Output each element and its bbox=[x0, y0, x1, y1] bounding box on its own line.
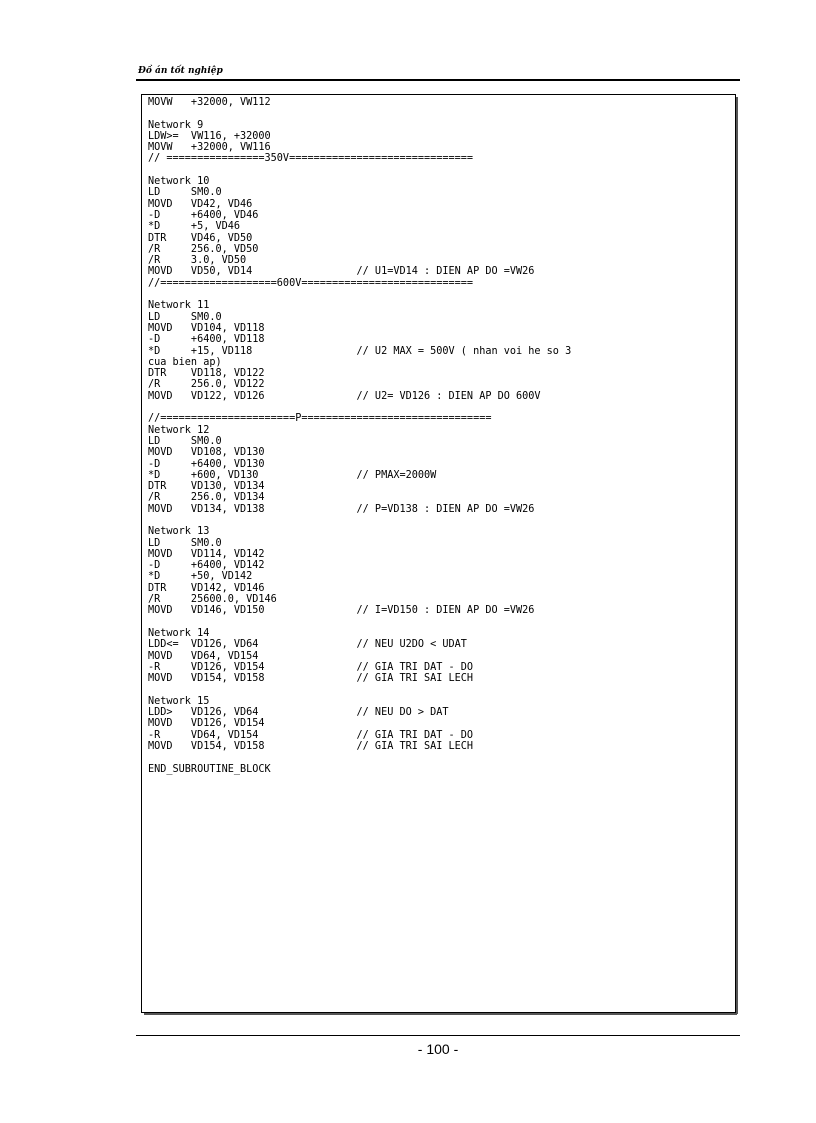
code-line: MOVD VD146, VD150 // I=VD150 : DIEN AP DO =VW26 bbox=[148, 605, 535, 617]
code-line: // ================350V============================== bbox=[148, 153, 474, 165]
code-line: MOVD VD108, VD130 bbox=[148, 447, 265, 459]
header-title: Đồ án tốt nghiệp bbox=[138, 66, 223, 76]
code-box bbox=[141, 94, 736, 1013]
code-line bbox=[148, 617, 728, 628]
code-line: MOVW +32000, VW116 bbox=[148, 142, 271, 154]
code-line: MOVD VD114, VD142 bbox=[148, 548, 265, 560]
code-line: LD SM0.0 bbox=[148, 311, 222, 323]
code-line: Network 11 bbox=[148, 300, 210, 312]
code-line bbox=[148, 515, 728, 526]
code-line: LD SM0.0 bbox=[148, 435, 222, 447]
code-line: -R VD126, VD154 // GIA TRI DAT - DO bbox=[148, 661, 474, 673]
code-line: Network 15 bbox=[148, 695, 210, 707]
code-line bbox=[148, 684, 728, 695]
code-line: //======================P=============================== bbox=[148, 413, 492, 425]
code-line: MOVD VD104, VD118 bbox=[148, 322, 265, 334]
code-line: DTR VD142, VD146 bbox=[148, 582, 265, 594]
code-line: -R VD64, VD154 // GIA TRI DAT - DO bbox=[148, 729, 474, 741]
code-line: *D +600, VD130 // PMAX=2000W bbox=[148, 469, 437, 481]
footer-rule bbox=[136, 1035, 740, 1036]
code-line: Network 13 bbox=[148, 526, 210, 538]
code-line: LDD<= VD126, VD64 // NEU U2DO < UDAT bbox=[148, 639, 467, 651]
code-line: *D +50, VD142 bbox=[148, 571, 253, 583]
code-line: Network 9 bbox=[148, 119, 204, 131]
code-line: -D +6400, VD130 bbox=[148, 458, 265, 470]
code-line: /R 25600.0, VD146 bbox=[148, 594, 277, 606]
code-line: Network 14 bbox=[148, 627, 210, 639]
code-line: -D +6400, VD118 bbox=[148, 334, 265, 346]
code-line: MOVD VD50, VD14 // U1=VD14 : DIEN AP DO =VW26 bbox=[148, 266, 535, 278]
code-line: MOVD VD64, VD154 bbox=[148, 650, 259, 662]
header-rule bbox=[136, 79, 740, 81]
code-line: MOVD VD134, VD138 // P=VD138 : DIEN AP DO =VW26 bbox=[148, 503, 535, 515]
code-line: /R 256.0, VD134 bbox=[148, 492, 265, 504]
code-line: //===================600V============================ bbox=[148, 277, 474, 289]
code-line: DTR VD118, VD122 bbox=[148, 368, 265, 380]
code-line bbox=[148, 108, 728, 119]
code-line: DTR VD130, VD134 bbox=[148, 481, 265, 493]
code-line bbox=[148, 289, 728, 300]
code-line: Network 12 bbox=[148, 424, 210, 436]
code-line: MOVD VD122, VD126 // U2= VD126 : DIEN AP DO 600V bbox=[148, 390, 541, 402]
code-line: *D +5, VD46 bbox=[148, 221, 241, 233]
code-line: LD SM0.0 bbox=[148, 537, 222, 549]
code-line: LDD> VD126, VD64 // NEU DO > DAT bbox=[148, 707, 449, 719]
code-line: MOVD VD154, VD158 // GIA TRI SAI LECH bbox=[148, 673, 474, 685]
code-line: -D +6400, VD142 bbox=[148, 560, 265, 572]
code-line: /R 256.0, VD122 bbox=[148, 379, 265, 391]
code-line: /R 256.0, VD50 bbox=[148, 243, 259, 255]
code-line: /R 3.0, VD50 bbox=[148, 255, 247, 267]
code-line bbox=[148, 402, 728, 413]
code-line: *D +15, VD118 // U2 MAX = 500V ( nhan voi he so 3 bbox=[148, 345, 572, 357]
code-line: END_SUBROUTINE_BLOCK bbox=[148, 763, 271, 775]
code-line: LDW>= VW116, +32000 bbox=[148, 130, 271, 142]
code-line bbox=[148, 752, 728, 763]
code-listing bbox=[148, 97, 728, 775]
code-line: MOVW +32000, VW112 bbox=[148, 97, 271, 108]
code-line: DTR VD46, VD50 bbox=[148, 232, 253, 244]
code-line: MOVD VD126, VD154 bbox=[148, 718, 265, 730]
code-line: cua bien ap) bbox=[148, 356, 222, 368]
code-line: MOVD VD154, VD158 // GIA TRI SAI LECH bbox=[148, 740, 474, 752]
page-number: - 100 - bbox=[417, 1041, 459, 1057]
code-line: Network 10 bbox=[148, 176, 210, 188]
code-line: MOVD VD42, VD46 bbox=[148, 198, 253, 210]
code-line bbox=[148, 165, 728, 176]
code-line: LD SM0.0 bbox=[148, 187, 222, 199]
code-line: -D +6400, VD46 bbox=[148, 209, 259, 221]
